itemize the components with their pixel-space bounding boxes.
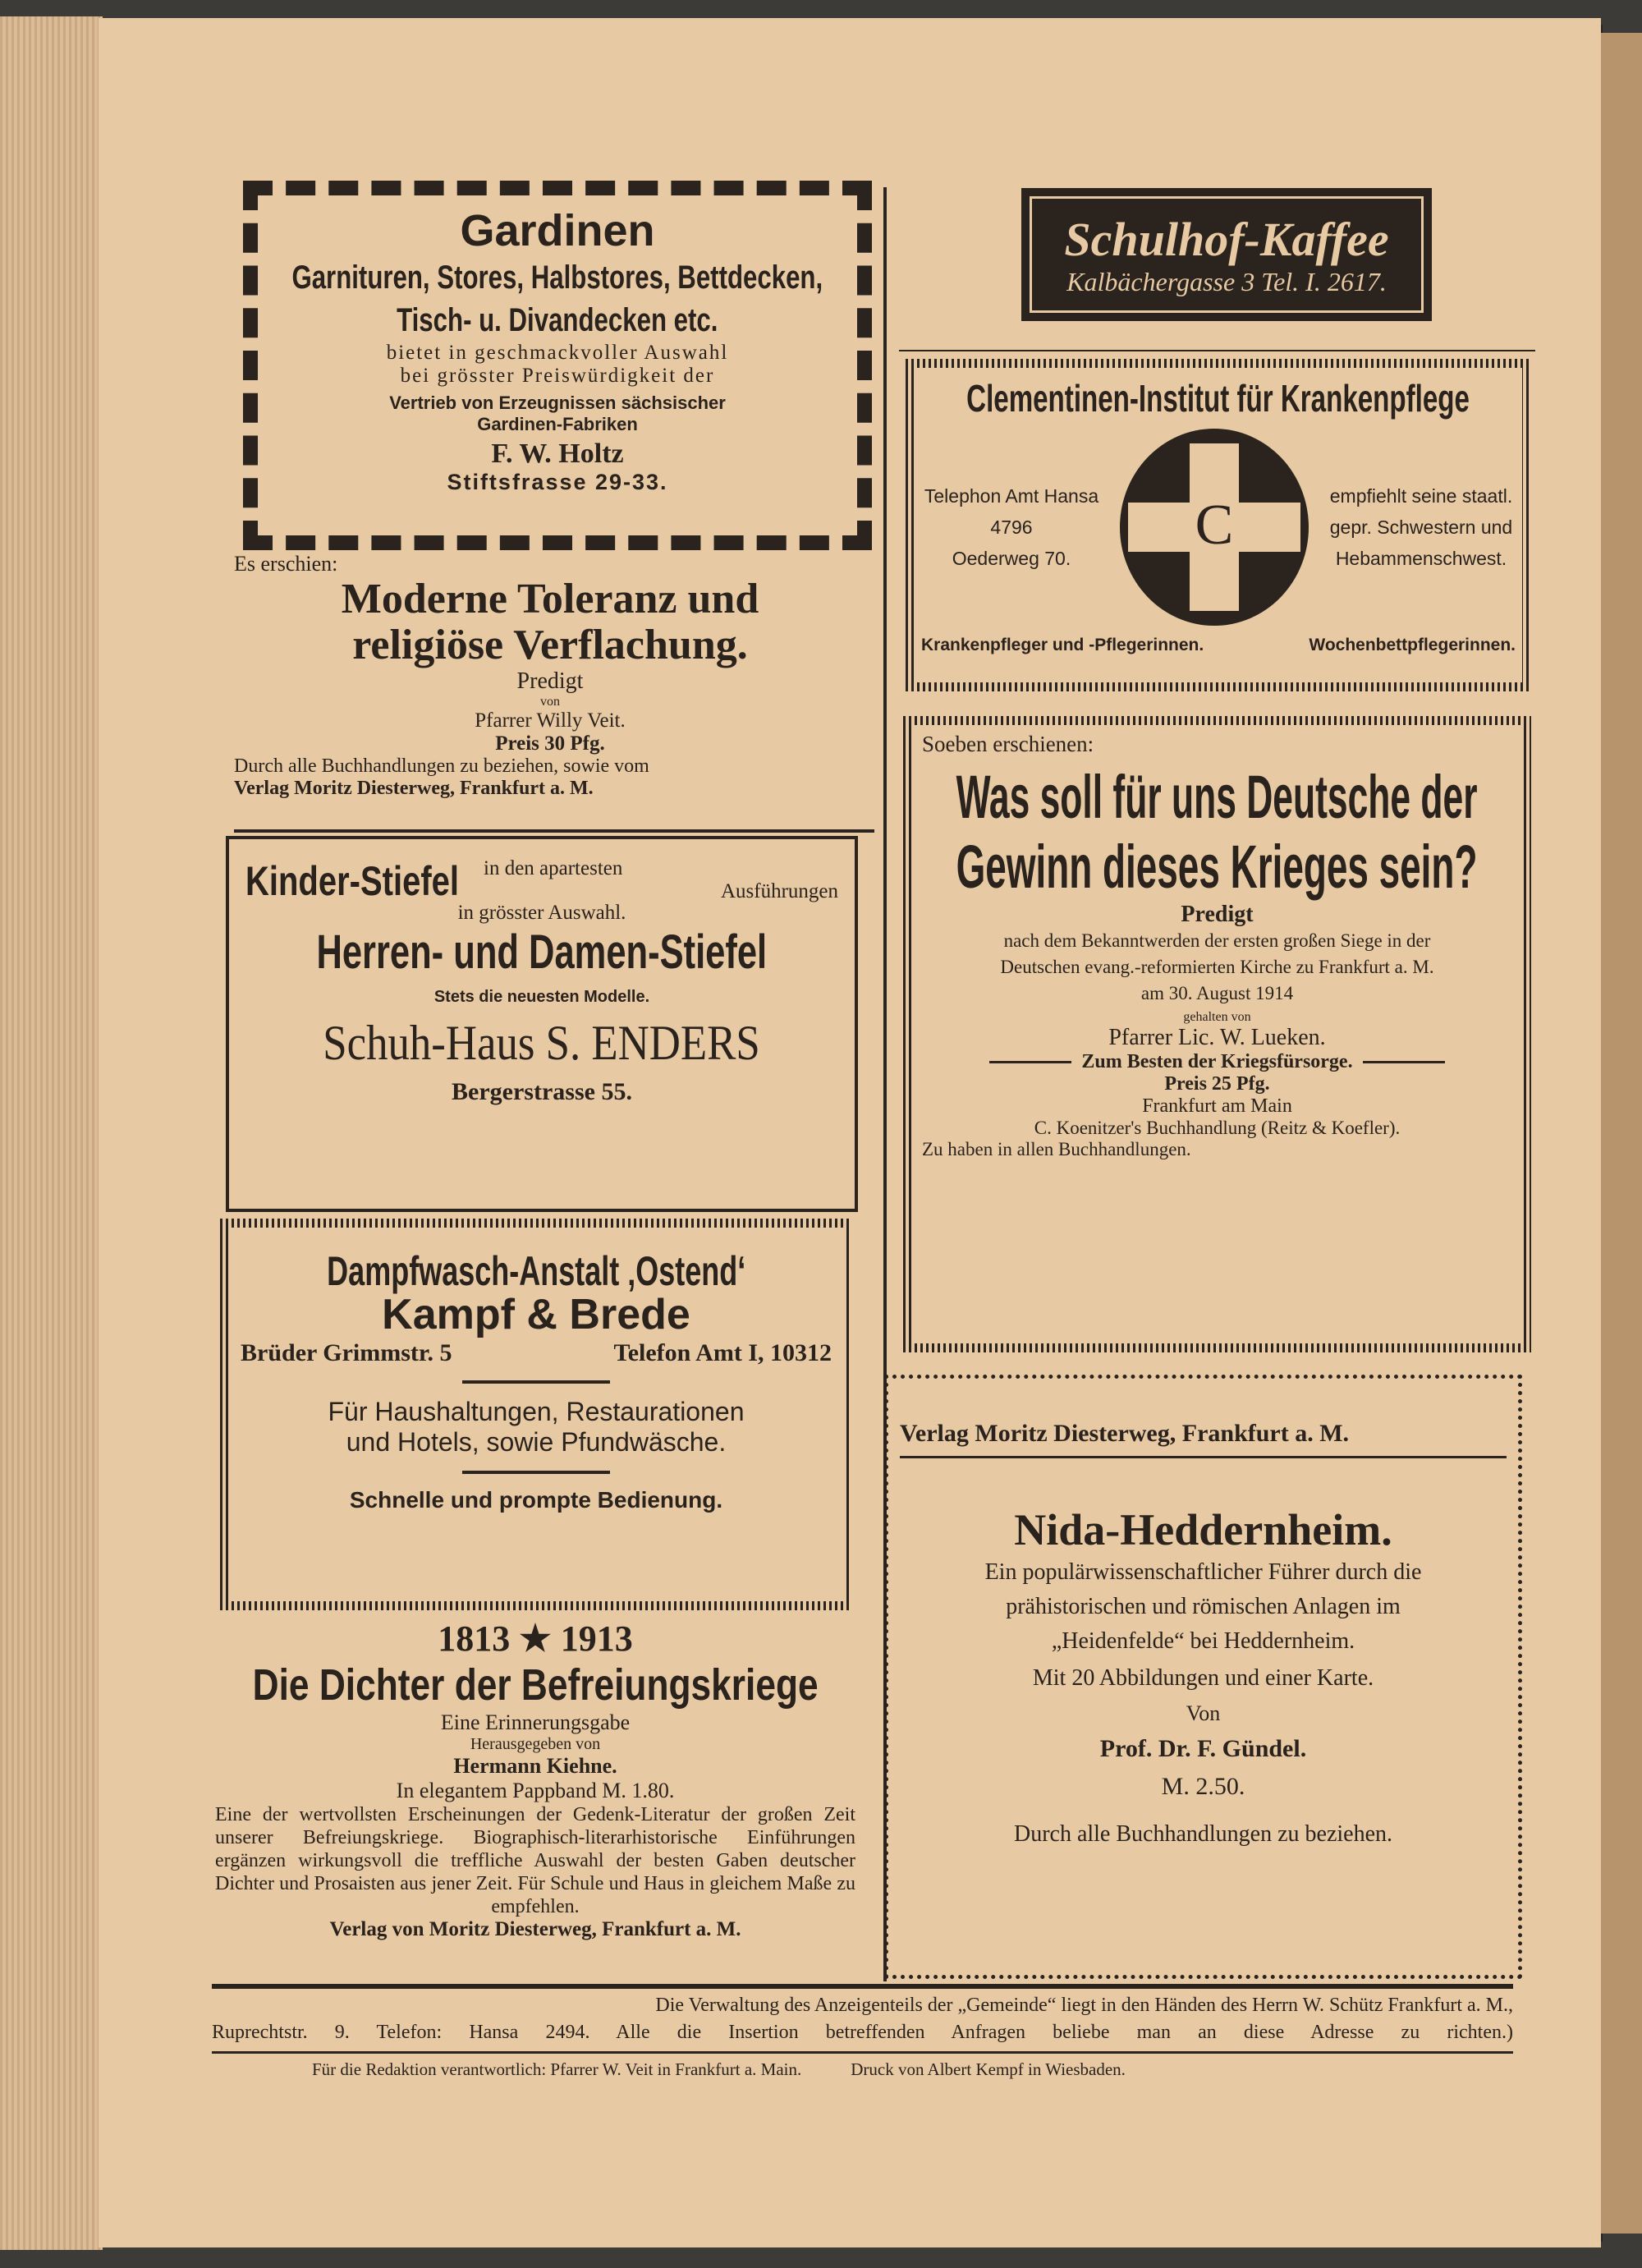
ad-price: Preis 30 Pfg. (495, 732, 605, 755)
ad-dampfwasch (220, 1219, 852, 1610)
ad-title: Schulhof-Kaffee (1064, 213, 1389, 266)
ad-text: bietet in geschmackvoller Auswahl (386, 342, 729, 364)
ad-publisher: Verlag Moritz Diesterweg, Frankfurt a. M. (900, 1420, 1350, 1447)
ad-text: Zu haben in allen Buchhandlungen. (922, 1139, 1191, 1159)
ad-author: Prof. Dr. F. Gündel. (1099, 1735, 1307, 1762)
ad-title: religiöse Verflachung. (352, 622, 748, 668)
ad-date: am 30. August 1914 (1140, 983, 1294, 1003)
ad-text: in den apartesten (484, 857, 623, 879)
ad-text: Herausgegeben von (470, 1735, 601, 1753)
ad-text: Predigt (516, 668, 584, 694)
ad-address: Bergerstrasse 55. (452, 1078, 632, 1105)
footer-notice (212, 1992, 1513, 2046)
ad-text: und Hotels, sowie Pfundwäsche. (346, 1427, 727, 1457)
footer-editor: Für die Redaktion verantwortlich: Pfarrer W. Veit in Frankfurt a. Main. (312, 2059, 802, 2079)
ad-title: Dampfwasch-Anstalt ‚Ostend‘ (326, 1248, 746, 1294)
ad-title: Gewinn dieses Krieges sein? (956, 833, 1478, 901)
logo-letter: C (1195, 494, 1234, 557)
ad-phone: 4796 (990, 516, 1033, 538)
ad-kriegsgewinn-predigt (903, 716, 1531, 1352)
ad-text: Durch alle Buchhandlungen zu beziehen, sowie vom (234, 755, 649, 777)
divider (462, 1380, 610, 1384)
ad-company: F. W. Holtz (491, 438, 624, 469)
ad-author: Pfarrer Willy Veit. (475, 709, 626, 732)
ad-intro: Soeben erschienen: (922, 732, 1094, 756)
ad-text: empfiehlt seine staatl. (1329, 485, 1513, 507)
ad-text: Zum Besten der Kriegsfürsorge. (1081, 1051, 1353, 1072)
ad-phone-label: Telephon Amt Hansa (924, 485, 1099, 507)
ad-text: in grösster Auswahl. (457, 902, 626, 924)
ad-vendor: Vertrieb von Erzeugnissen sächsischer Gardinen-Fabriken (389, 393, 726, 434)
ad-address: Stiftsfrasse 29-33. (447, 470, 668, 494)
ad-publisher: Verlag Moritz Diesterweg, Frankfurt a. M. (234, 778, 594, 799)
ad-author: Pfarrer Lic. W. Lueken. (1108, 1025, 1326, 1050)
ad-text: „Heidenfelde“ bei Heddernheim. (1051, 1628, 1355, 1654)
ad-title: Nida-Heddernheim. (1014, 1505, 1392, 1554)
ad-title: Kinder-Stiefel (245, 858, 460, 904)
ad-text: Für Haushaltungen, Restaurationen (328, 1397, 745, 1426)
ad-text: Deutschen evang.-reformierten Kirche zu Frankfurt a. M. (1000, 957, 1434, 977)
ad-text: Predigt (1181, 902, 1254, 927)
ad-text: Hebammenschwest. (1335, 548, 1507, 569)
ad-text: Eine Erinnerungsgabe (440, 1710, 631, 1734)
ad-schulhof-kaffee (1021, 188, 1432, 321)
ad-text: Stets die neuesten Modelle. (433, 988, 650, 1006)
ad-title: Die Dichter der Befreiungskriege (252, 1660, 819, 1710)
divider (899, 350, 1535, 351)
divider (234, 829, 874, 833)
ad-clementinen (906, 359, 1531, 691)
book-page-edge (0, 16, 103, 2250)
ad-text: gehalten von (1183, 1010, 1251, 1024)
footer-notice-line: Ruprechtstr. 9. Telefon: Hansa 2494. Alle die Insertion betreffenden Anfragen beliebe man an diese Adresse zu richten.) (212, 2022, 1513, 2043)
ad-years: 1813 ★ 1913 (438, 1618, 633, 1659)
ad-author: Hermann Kiehne. (453, 1754, 617, 1778)
ad-title: Was soll für uns Deutsche der (956, 763, 1478, 831)
footer-rule (212, 1984, 1513, 1989)
ad-text: Krankenpfleger und -Pflegerinnen. (921, 636, 1204, 654)
ad-address: Kalbächergasse 3 Tel. I. 2617. (1066, 267, 1387, 296)
ad-text: Mit 20 Abbildungen und einer Karte. (1032, 1665, 1374, 1691)
ad-text: prähistorischen und römischen Anlagen im (1006, 1594, 1401, 1619)
ad-dichter (215, 1618, 855, 1979)
ad-items: Garnituren, Stores, Halbstores, Bettdecken, Tisch- u. Divandecken etc. (291, 259, 823, 338)
ad-title: Moderne Toleranz und (341, 576, 759, 622)
ad-phone: Telefon Amt I, 10312 (613, 1339, 832, 1366)
ad-text: nach dem Bekanntwerden der ersten großen Siege in der (1003, 930, 1431, 951)
ad-street: Brüder Grimmstr. 5 (241, 1339, 452, 1366)
ad-intro: Es erschien: (234, 552, 338, 576)
ad-toleranz (234, 552, 866, 828)
ad-price: M. 2.50. (1161, 1773, 1245, 1800)
next-page-edge (1599, 33, 1642, 2234)
footer-rule (212, 2051, 1513, 2054)
ad-street: Oederweg 70. (952, 548, 1071, 569)
ad-text: von (540, 695, 560, 709)
divider (900, 1456, 1507, 1458)
ad-text: C. Koenitzer's Buchhandlung (Reitz & Koefler). (1034, 1118, 1401, 1138)
ad-title: Herren- und Damen-Stiefel (316, 925, 768, 979)
ad-text: Von (1186, 1701, 1221, 1725)
ad-text: bei grösster Preiswürdigkeit der (400, 365, 715, 387)
ad-description: Eine der wertvollsten Erscheinungen der Gedenk-Literatur der großen Zeit unserer Befreiungskriege. Biographisch-literarhistorische Einführungen ergänzen wirkungsvoll die treffliche Auswahl der besten Gaben deutscher Dichter und Prosaisten aus jener Zeit. Für Schule und Haus in gleichem Maße zu empfehlen. (215, 1804, 855, 1917)
ad-slogan: Schnelle und prompte Bedienung. (349, 1487, 723, 1513)
footer-notice-line: Die Verwaltung des Anzeigenteils der „Gemeinde“ liegt in den Händen des Herrn W. Schütz Frankfurt a. M., (655, 1995, 1513, 2016)
ad-price: In elegantem Pappband M. 1.80. (396, 1779, 675, 1802)
divider (462, 1471, 610, 1474)
ad-text: gepr. Schwestern und (1329, 516, 1513, 538)
ad-title: Clementinen-Institut für Krankenpflege (966, 377, 1470, 420)
ad-stiefel (226, 836, 858, 1212)
ad-text: Durch alle Buchhandlungen zu beziehen. (1013, 1821, 1393, 1847)
ad-text: Frankfurt am Main (1142, 1095, 1292, 1117)
footer-printer: Druck von Albert Kempf in Wiesbaden. (851, 2059, 1126, 2079)
ad-nida-heddernheim (884, 1375, 1522, 1979)
ad-price: Preis 25 Pfg. (1164, 1073, 1270, 1095)
ad-company: Kampf & Brede (382, 1291, 690, 1338)
red-cross-logo (1120, 429, 1309, 626)
ad-gardinen (243, 181, 872, 550)
ad-text: Wochenbettpflegerinnen. (1309, 636, 1516, 654)
footer-imprint (312, 2059, 1126, 2080)
ad-company: Schuh-Haus S. ENDERS (323, 1016, 761, 1070)
ad-text: Ausführungen (720, 880, 838, 902)
ad-title: Gardinen (460, 206, 655, 255)
ad-publisher: Verlag von Moritz Diesterweg, Frankfurt a. M. (329, 1918, 741, 1940)
ad-text: Ein populärwissenschaftlicher Führer durch die (984, 1559, 1422, 1585)
